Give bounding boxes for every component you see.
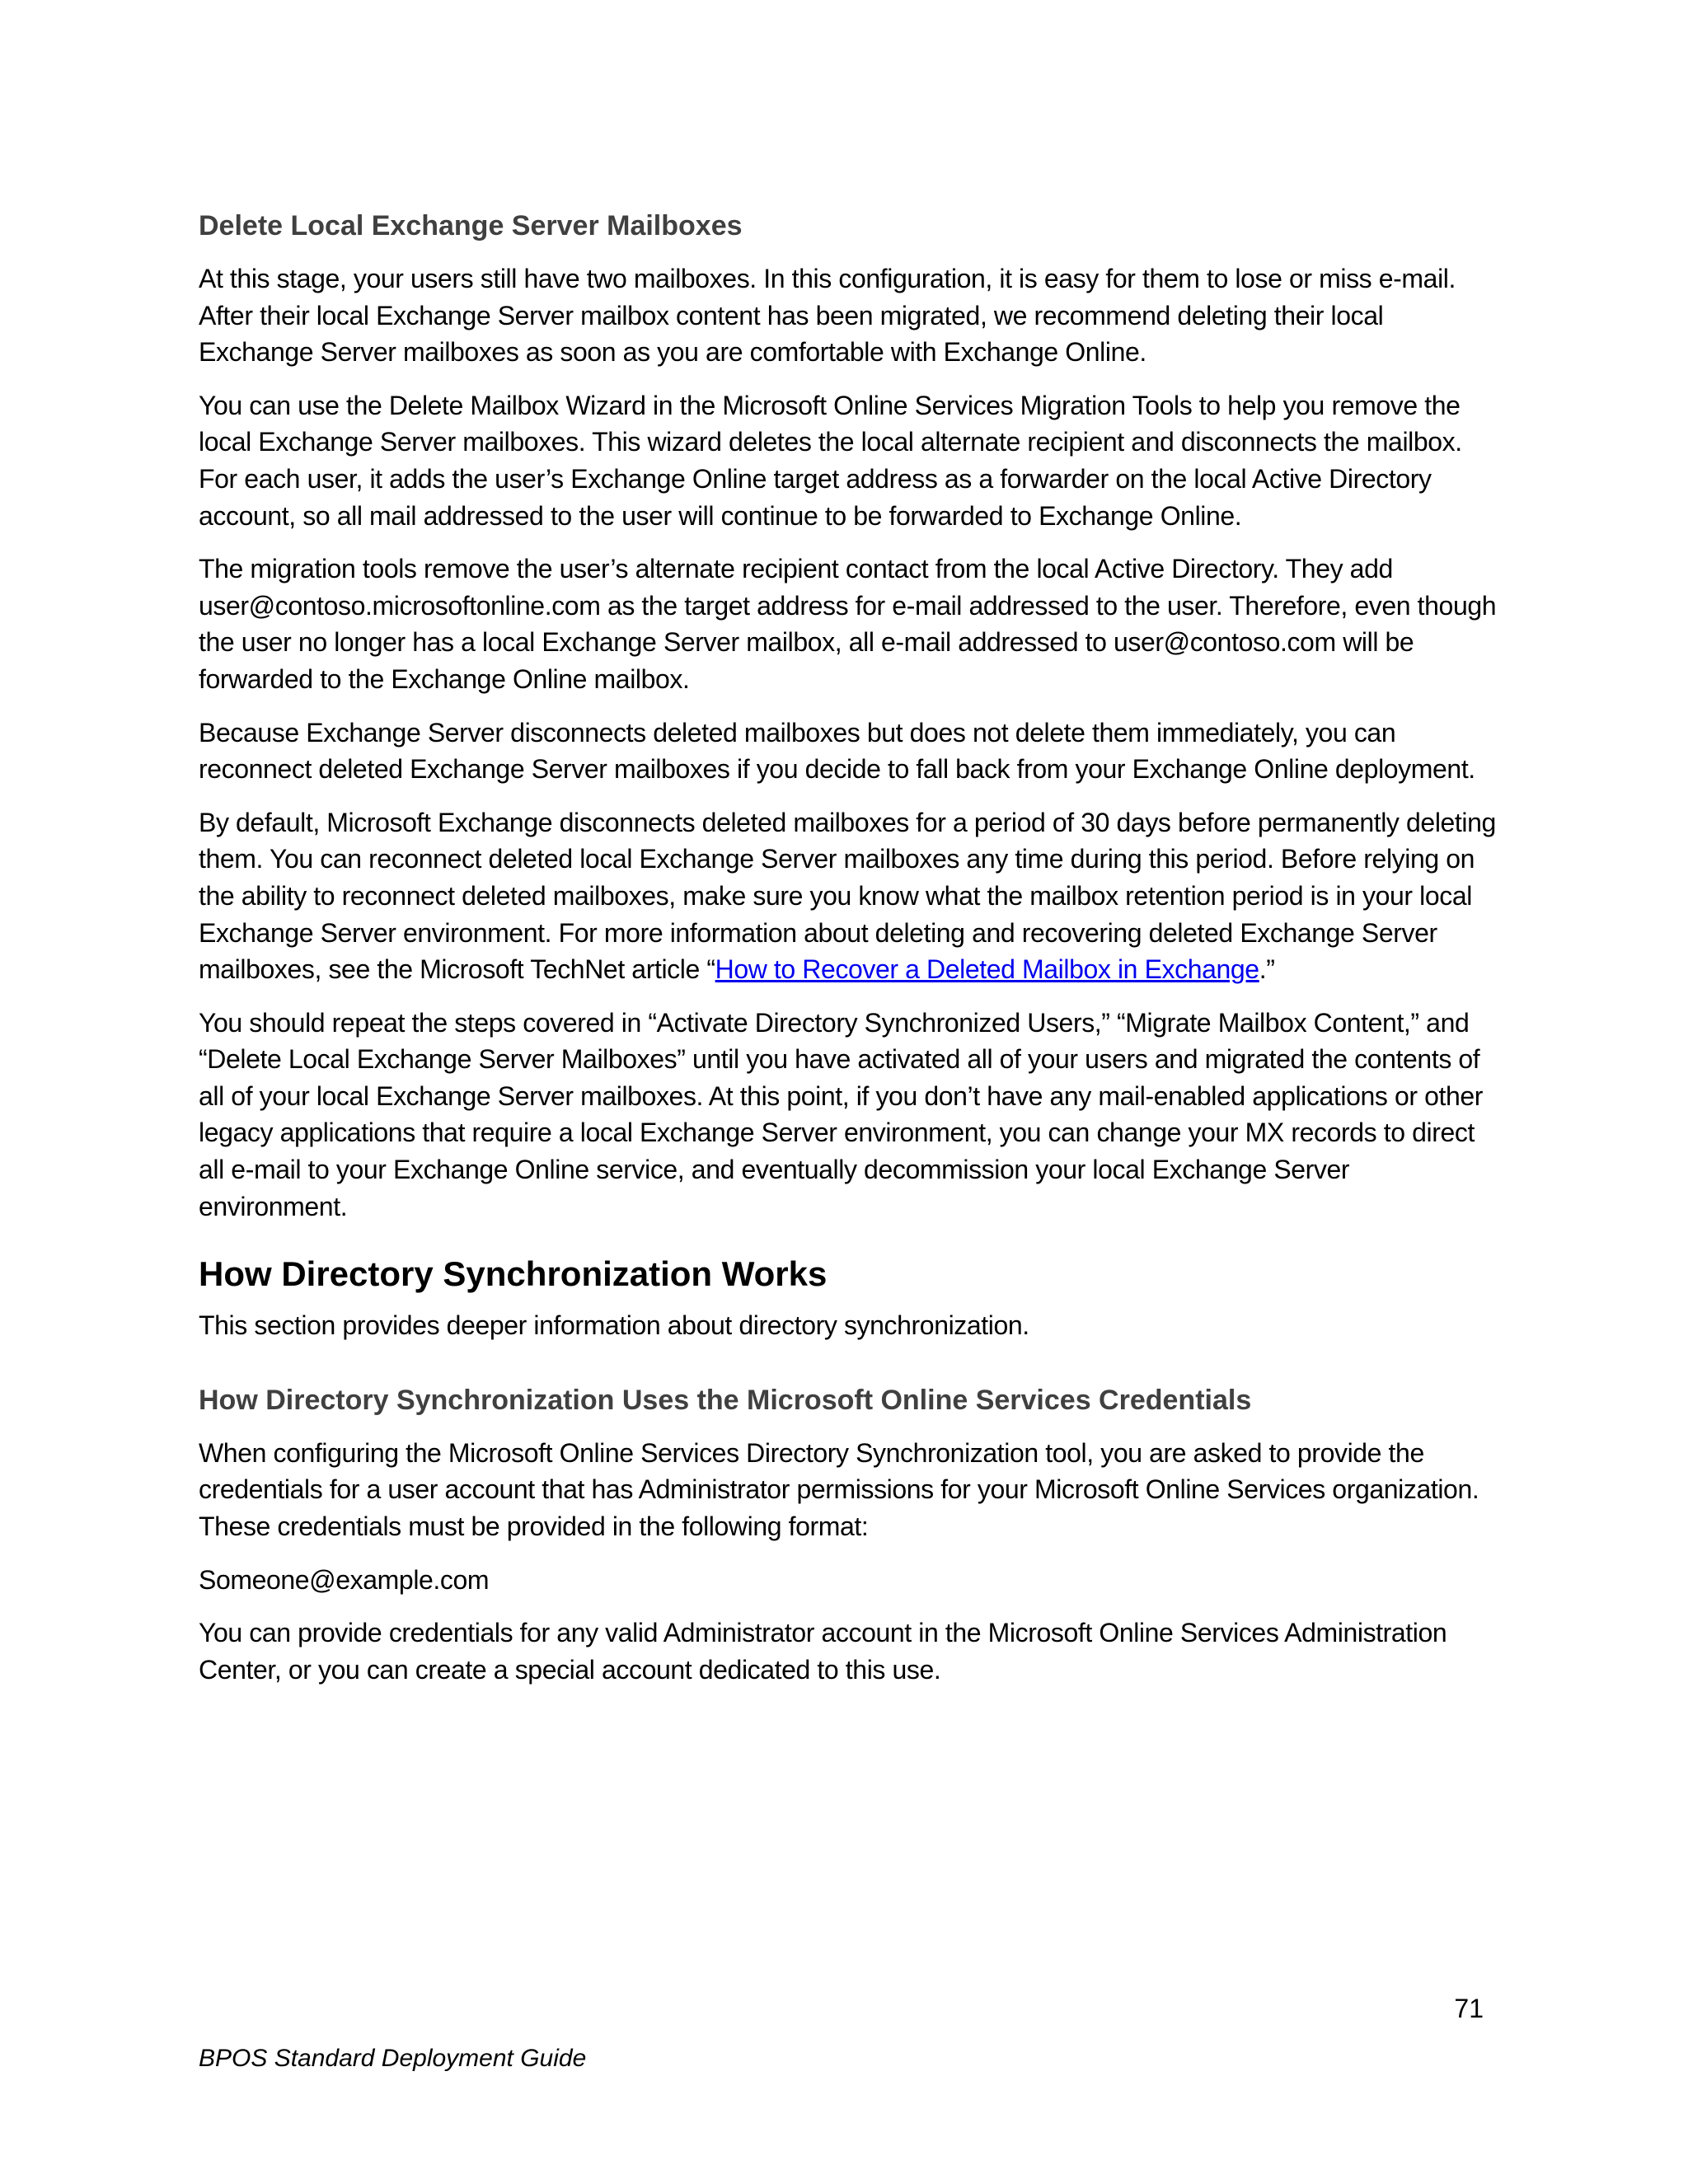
paragraph-admin-account: You can provide credentials for any valid Administrator account in the Microsoft Online Services Administration Center, or you can create a special account dedicated to this use. [199, 1618, 1447, 1685]
paragraph-configuring-credentials: When configuring the Microsoft Online Services Directory Synchronization tool, you are asked to provide the credentials for a user account that has Administrator permissions for your Microsoft Online Services organization. These credentials must be provided in the following format: [199, 1437, 1479, 1542]
heading-delete-local-mailboxes: Delete Local Exchange Server Mailboxes [199, 210, 743, 241]
paragraph-credential-format-example: Someone@example.com [199, 1564, 490, 1595]
retention-text-end: .” [1259, 954, 1275, 985]
paragraph-repeat-steps: You should repeat the steps covered in “Activate Directory Synchronized Users,” “Migrate Mailbox Content,” and “Delete Local Exchange Server Mailboxes” until you have activated all of your users and migrated the contents of all of your local Exchange Server mailboxes. At this point, if you don’t have any mail-enabled applications or other legacy applications that require a local Exchange Server environment, you can change your MX records to direct all e-mail to your Exchange Online service, and eventually decommission your local Exchange Server environment. [199, 1007, 1484, 1221]
heading-dirsync-credentials: How Directory Synchronization Uses the Microsoft Online Services Credentials [199, 1384, 1252, 1416]
technet-article-link[interactable]: How to Recover a Deleted Mailbox in Exchange [715, 954, 1259, 985]
paragraph-reconnect-deleted: Because Exchange Server disconnects deleted mailboxes but does not delete them immediately, you can reconnect deleted Exchange Server mailboxes if you decide to fall back from your Exchange Online deployment. [199, 717, 1475, 785]
heading-how-dirsync-works: How Directory Synchronization Works [199, 1254, 828, 1294]
paragraph-section-intro: This section provides deeper information about directory synchronization. [199, 1310, 1029, 1341]
paragraph-retention-period [199, 804, 1501, 988]
page-content [199, 204, 1501, 1704]
footer-guide-title: BPOS Standard Deployment Guide [199, 2045, 587, 2072]
paragraph-two-mailboxes: At this stage, your users still have two mailboxes. In this configuration, it is easy for them to lose or miss e-mail. After their local Exchange Server mailbox content has been migrated, we recommend deleting their local Exchange Server mailboxes as soon as you are comfortable with Exchange Online. [199, 264, 1456, 368]
page-number: 71 [1454, 1994, 1484, 2023]
paragraph-delete-mailbox-wizard: You can use the Delete Mailbox Wizard in the Microsoft Online Services Migration Tools to help you remove the local Exchange Server mailboxes. This wizard deletes the local alternate recipient and disconnects the mailbox. For each user, it adds the user’s Exchange Online target address as a forwarder on the local Active Directory account, so all mail addressed to the user will continue to be forwarded to Exchange Online. [199, 390, 1462, 531]
paragraph-migration-tools-remove: The migration tools remove the user’s alternate recipient contact from the local Active Directory. They add user@contoso.microsoftonline.com as the target address for e-mail addressed to the user. Therefore, even though the user no longer has a local Exchange Server mailbox, all e-mail addressed to user@contoso.com will be forwarded to the Exchange Online mailbox. [199, 554, 1497, 694]
retention-text: By default, Microsoft Exchange disconnects deleted mailboxes for a period of 30 days before permanently deleting them. You can reconnect deleted local Exchange Server mailboxes any time during this period. Before relying on the ability to reconnect deleted mailboxes, make sure you know what the mailbox retention period is in your local Exchange Server environment. For more information about deleting and recovering deleted Exchange Server mailboxes, see the Microsoft TechNet article “ [199, 807, 1496, 985]
